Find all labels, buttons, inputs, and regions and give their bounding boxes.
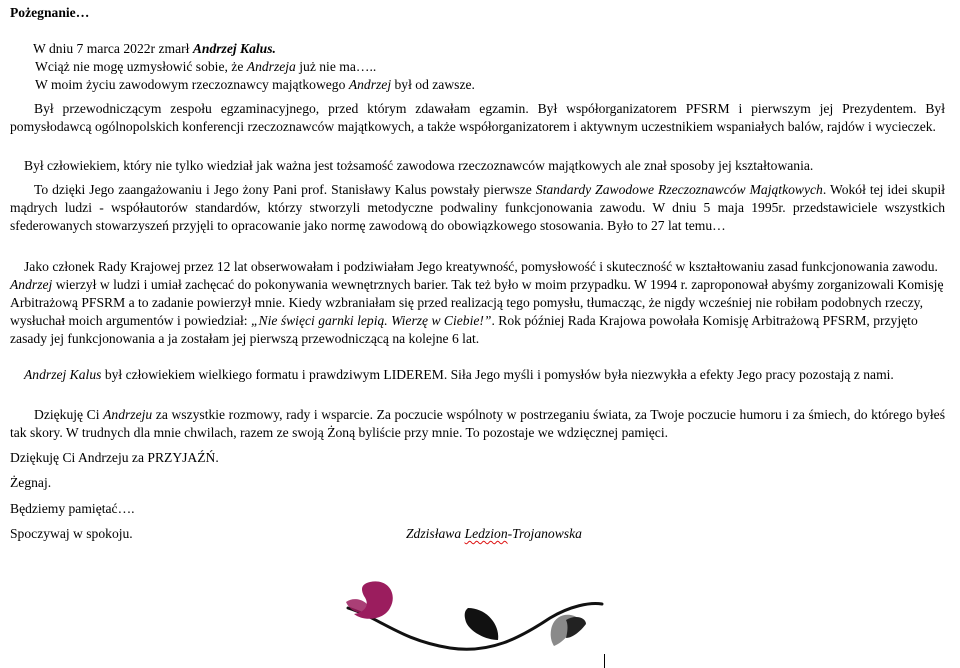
paragraph-2: Był człowiekiem, który nie tylko wiedział jak ważna jest tożsamość zawodowa rzeczoznawców majątkowych ale znał sposoby jej kształtowania. [24, 158, 814, 173]
standards-title: Standardy Zawodowe Rzeczoznawców Majątkowych [535, 182, 823, 197]
flower-petal [346, 599, 370, 613]
opening-line-1: W dniu 7 marca 2022r zmarł Andrzej Kalus. [33, 41, 276, 56]
flower-ornament [340, 578, 610, 658]
name-andrzej-kalus: Andrzej Kalus. [192, 41, 276, 56]
closing-line-2: Żegnaj. [10, 475, 52, 490]
spellcheck-underline: Ledzion [464, 526, 508, 541]
text-cursor [604, 654, 605, 668]
paragraph-4: Jako członek Rady Krajowej przez 12 lat obserwowałam i podziwiałam Jego kreatywność, pomysłowość i skuteczność w kształtowaniu zasad funkcjonowania zawodu. Andrzej wierzył w ludzi i umiał zachęcać do pokonywania wewnętrznych barier. Tak też było w moim przypadku. W 1994 r. zaproponował abyśmy zorganizowali Komisję Arbitrażową PFSRM a to zadanie powierzył mnie. Kiedy wzbraniałam się przed realizacją tego pomysłu, tłumacząc, że nigdy wcześniej nie robiłam podobnych rzeczy, wysłuchał moich argumentów i powiedział: „Nie święci garnki lepią. Wierzę w Ciebie!”. Rok później Rada Krajowa powołała Komisję Arbitrażową PFSRM, przyjęto zasady jej funkcjonowania a ja zostałam jej pierwszą przewodniczącą na kolejne 6 lat. [10, 259, 944, 346]
closing-line-3: Będziemy pamiętać…. [10, 501, 135, 516]
quote: „Nie święci garnki lepią. Wierzę w Ciebie!” [250, 313, 492, 328]
paragraph-5: Andrzej Kalus był człowiekiem wielkiego formatu i prawdziwym LIDEREM. Siła Jego myśli i pomysłów była niezwykła a efekty Jego pracy pozostają z nami. [24, 367, 894, 382]
closing-line-1: Dziękuję Ci Andrzeju za PRZYJAŹŃ. [10, 450, 219, 465]
opening-block [10, 40, 945, 94]
signature: Zdzisława Ledzion-Trojanowska [406, 526, 582, 541]
opening-line-3: W moim życiu zawodowym rzeczoznawcy majątkowego Andrzej był od zawsze. [35, 77, 475, 92]
closing-line-4: Spoczywaj w spokoju. [10, 526, 133, 541]
opening-line-2: Wciąż nie mogę uzmysłowić sobie, że Andrzeja już nie ma….. [35, 59, 377, 74]
paragraph-6: Dziękuję Ci Andrzeju za wszystkie rozmowy, rady i wsparcie. Za poczucie wspólnoty w postrzeganiu świata, za Twoje poczucie humoru i za śmiech, do którego byłeś tak skory. W trudnych dla mnie chwilach, razem ze swoją Żoną byliście przy mnie. To pozostaje we wdzięcznej pamięci. [10, 407, 945, 440]
document-title: Pożegnanie… [10, 5, 90, 20]
leaf-dark [465, 608, 499, 640]
paragraph-3: To dzięki Jego zaangażowaniu i Jego żony Pani prof. Stanisławy Kalus powstały pierwsze Standardy Zawodowe Rzeczoznawców Majątkowych. Wokół tej idei skupił mądrych ludzi - współautorów standardów, którzy stworzyli metodyczne podwaliny funkcjonowania zawodu. W dniu 5 maja 1995r. przedstawiciele wszystkich sfederowanych stowarzyszeń przyjęli to opracowanie jako normę zawodową do obowiązkowego stosowania. Było to 27 lat temu… [10, 182, 945, 233]
paragraph-1: Był przewodniczącym zespołu egzaminacyjnego, przed którym zdawałam egzamin. Był współorganizatorem PFSRM i pierwszym jej Prezydentem. Był pomysłodawcą ogólnopolskich konferencji rzeczoznawców majątkowych, a także współorganizatorem i aktywnym uczestnikiem wspaniałych balów, rajdów i wycieczek. [10, 101, 945, 134]
leaf-grey-dark [566, 617, 586, 638]
